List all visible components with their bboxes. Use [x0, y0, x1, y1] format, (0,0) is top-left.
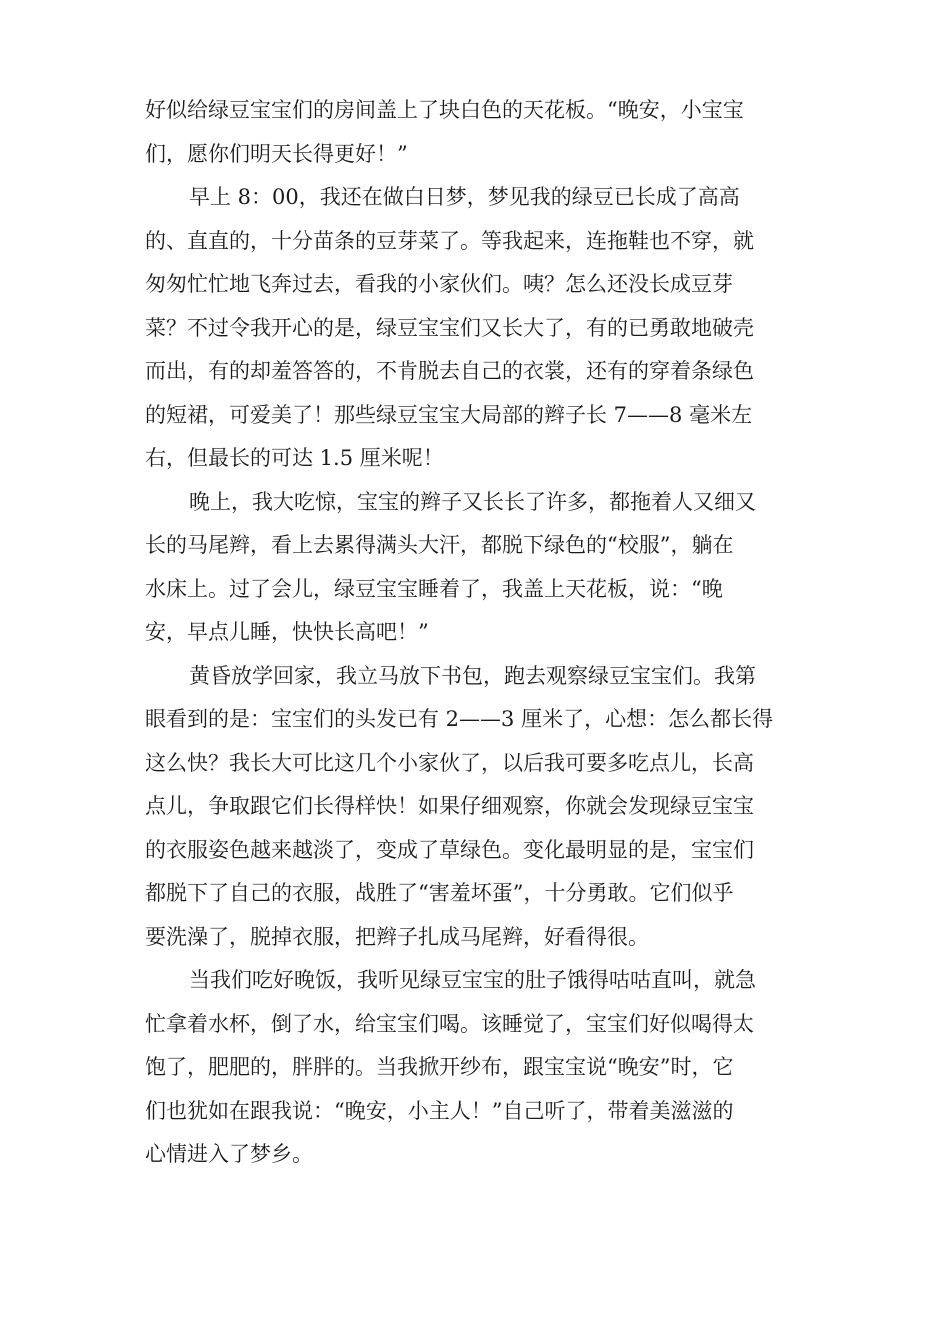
- text-line: 们，愿你们明天长得更好！”: [145, 141, 408, 166]
- text-line: 点儿，争取跟它们长得样快！如果仔细观察，你就会发现绿豆宝宝: [145, 794, 754, 818]
- text-line: 匆匆忙忙地飞奔过去，看我的小家伙们。咦？怎么还没长成豆芽: [145, 272, 733, 296]
- text-line: 菜？不过令我开心的是，绿豆宝宝们又长大了，有的已勇敢地破壳: [145, 315, 754, 340]
- text-line: 要洗澡了，脱掉衣服，把辫子扎成马尾辫，好看得很。: [145, 924, 649, 949]
- text-line: 忙拿着水杯，倒了水，给宝宝们喝。该睡觉了，宝宝们好似喝得太: [145, 1011, 754, 1036]
- text-line: 都脱下了自己的衣服，战胜了“害羞坏蛋”，十分勇敢。它们似乎: [145, 881, 734, 905]
- text-line: 水床上。过了会儿，绿豆宝宝睡着了，我盖上天花板，说：“晚: [145, 576, 723, 601]
- text-line: 早上 8：00，我还在做白日梦，梦见我的绿豆已长成了高高: [189, 185, 740, 209]
- text-line: 晚上，我大吃惊，宝宝的辫子又长长了许多，都拖着人又细又: [189, 489, 756, 514]
- text-line: 当我们吃好晚饭，我听见绿豆宝宝的肚子饿得咕咕直叫，就急: [189, 968, 756, 992]
- text-line: 的衣服姿色越来越淡了，变成了草绿色。变化最明显的是，宝宝们: [145, 837, 754, 862]
- text-line: 右，但最长的可达 1.5 厘米呢！: [145, 446, 444, 470]
- text-line: 这么快？我长大可比这几个小家伙了，以后我可要多吃点儿，长高: [145, 750, 754, 775]
- text-line: 们也犹如在跟我说：“晚安，小主人！”自己听了，带着美滋滋的: [145, 1098, 734, 1123]
- text-line: 而出，有的却羞答答的，不肯脱去自己的衣裳，还有的穿着条绿色: [145, 359, 754, 383]
- text-line: 的、直直的，十分苗条的豆芽菜了。等我起来，连拖鞋也不穿，就: [145, 228, 754, 253]
- text-line: 的短裙，可爱美了！那些绿豆宝宝大局部的辫子长 7——8 毫米左: [145, 402, 753, 427]
- text-line: 饱了，肥肥的，胖胖的。当我掀开纱布，跟宝宝说“晚安”时，它: [145, 1055, 734, 1079]
- text-line: 好似给绿豆宝宝们的房间盖上了块白色的天花板。“晚安，小宝宝: [145, 98, 744, 122]
- document-body: [145, 89, 815, 1177]
- text-line: 心情进入了梦乡。: [145, 1142, 313, 1166]
- text-line: 眼看到的是：宝宝们的头发已有 2——3 厘米了，心想：怎么都长得: [145, 707, 774, 731]
- text-line: 安，早点儿睡，快快长高吧！”: [145, 620, 429, 644]
- text-line: 黄昏放学回家，我立马放下书包，跑去观察绿豆宝宝们。我第: [189, 663, 756, 688]
- text-line: 长的马尾辫，看上去累得满头大汗，都脱下绿色的“校服”，躺在: [145, 533, 734, 557]
